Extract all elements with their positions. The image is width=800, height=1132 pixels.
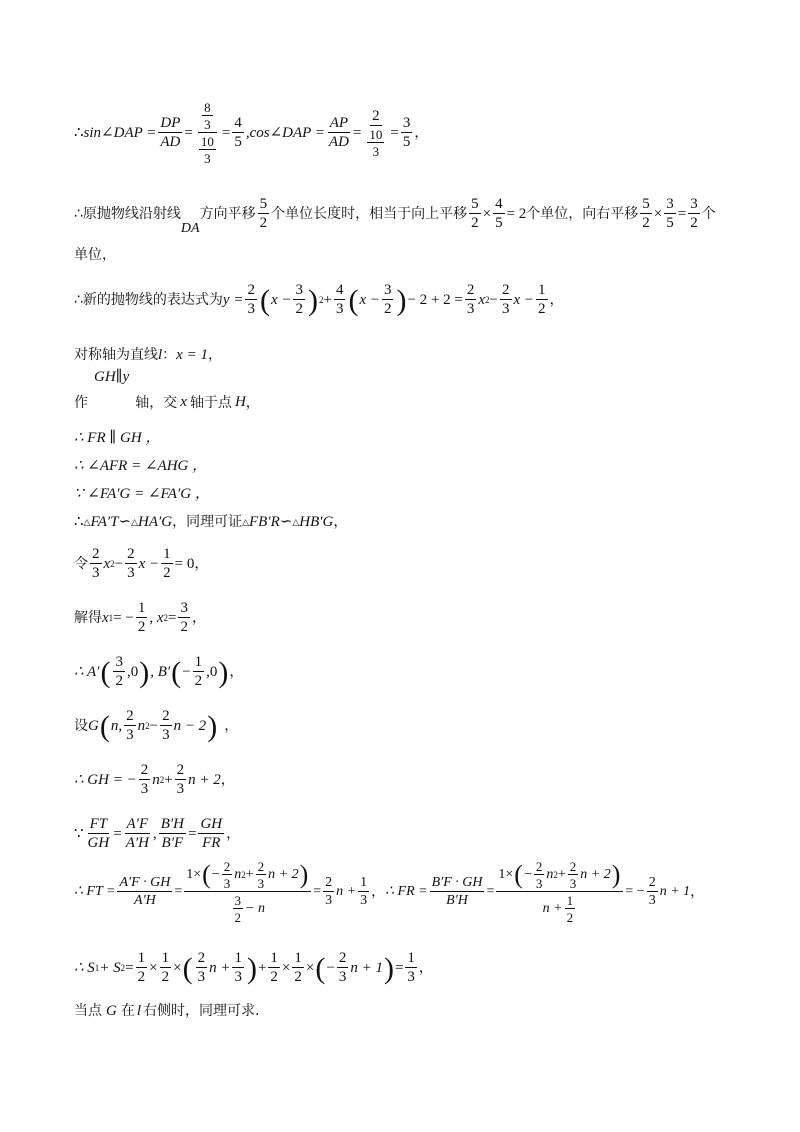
cos-expr: ,cos∠DAP = xyxy=(245,124,325,141)
line-translation: ∴原抛物线沿射线 DA 方向平移 $\frac{5}{2}$ 个单位长度时，相当于向上平移 $\frac{5}{2}$ × $\frac{4}{5}$ = 2 个单位，向右平移 $\frac{5}{2}$ × $\frac{3}{5}$ = $\frac{3}{2}$ 个 xyxy=(74,196,716,236)
therefore: ∴ xyxy=(74,124,84,141)
line-ratio: ∵ $\frac{FT}{GH}$ = $\frac{A'F}{A'H}$ , $\frac{B'H}{B'F}$ = $\frac{GH}{FR}$ ， xyxy=(74,816,241,851)
line-sin-cos: ∴ sin∠DAP = $\frac{DP}{AD}$ = $\frac{\frac{8}{3}}{\frac{10}{3}}$ = $\frac{4}{5}$ ,cos∠DAP = $\frac{AP}{AD}$ = $\frac{2}{\frac{10}{3}}$ = $\frac{3}{5}$ ， xyxy=(74,100,429,166)
line-unit: 单位， xyxy=(74,247,116,263)
fraction: $\frac{2}{\frac{10}{3}}$ xyxy=(369,107,383,159)
line-common-angle: ∵ ∠FA′G = ∠FA′G ， xyxy=(74,485,210,502)
sin-expr: sin∠DAP = xyxy=(83,124,157,141)
line-new-parabola: ∴新的抛物线的表达式为 y = $\frac{2}{3}$ ( x − $\frac{3}{2}$ ) 2 + $\frac{4}{3}$ ( x − $\frac{3}{2}$ ) − 2 + 2 = $\frac{2}{3}$ x 2 − $\frac{2}{3}$ x − $\frac{1}{2}$ ， xyxy=(74,282,564,317)
line-ft-fr: ∴ FT = $\frac{A'F \cdot GH}{A'H}$ = 1× ( − $\frac{2}{3}$ n 2 + $\frac{2}{3}$ n + 2 ) $\frac{3}{2}$ − n = $\frac{2}{3}$ n + $\frac{1}{3}$ ， ∴ FR = $\frac{B'F \cdot GH}{B'H}$ = 1× ( − $\frac{2}{3}$ n 2 + $\frac{2}{3}$ n + 2 ) n + $\frac{1}{2}$ = − $\frac{2}{3}$ n + 1 ， xyxy=(74,859,705,925)
line-parallel: ∴ FR ∥ GH ， xyxy=(74,429,161,446)
line-set-g: 设 G ( n, $\frac{2}{3}$ n 2 − $\frac{2}{3}$ n − 2 ) ， xyxy=(74,708,239,743)
fraction: $\frac{AP}{AD}$ xyxy=(328,115,349,150)
text: ∴原抛物线沿射线 xyxy=(74,206,181,222)
line-draw-gh: 作 GH∥y 轴，交 x 轴于点 H ， xyxy=(74,369,260,411)
line-similar: ∴ △ FA′T∽ △ HA′G ，同理可证 △ FB′R∽ △ HB′G ， xyxy=(74,513,348,530)
line-right-side: 当点 G 在 l 右侧时，同理可求. xyxy=(74,1002,260,1019)
fraction: $\frac{3}{5}$ xyxy=(402,115,411,150)
line-area-sum: ∴ S 1 + S 2 = $\frac{1}{2}$ × $\frac{1}{2}$ × ( $\frac{2}{3}$ n + $\frac{1}{3}$ ) + $\frac{1}{2}$ × $\frac{1}{2}$ × ( − $\frac{2}{3}$ n + 1 ) = $\frac{1}{3}$ ， xyxy=(74,950,433,985)
fraction: $\frac{\frac{8}{3}}{\frac{10}{3}}$ xyxy=(195,101,220,165)
line-gh: ∴ GH = − $\frac{2}{3}$ n 2 + $\frac{2}{3}$ n + 2 ， xyxy=(74,762,235,797)
line-let: 令 $\frac{2}{3}$ x 2 − $\frac{2}{3}$ x − $\frac{1}{2}$ = 0 ， xyxy=(74,546,209,581)
line-solve: 解得 x 1 = − $\frac{1}{2}$ , x 2 = $\frac{3}{2}$ ， xyxy=(74,600,206,635)
fraction: $\frac{DP}{AD}$ xyxy=(160,115,181,150)
line-axis: 对称轴为直线 l ： x = 1 ， xyxy=(74,346,222,363)
line-points: ∴ A′ ( $\frac{3}{2}$ ,0 ) , B′ ( − $\frac{1}{2}$ ,0 ) ， xyxy=(74,654,244,689)
ray-da: DA xyxy=(180,221,200,236)
line-angle-equal: ∴ ∠AFR = ∠AHG ， xyxy=(74,457,208,474)
fraction: $\frac{4}{5}$ xyxy=(234,115,242,150)
fraction: $\frac{5}{2}$ xyxy=(259,196,268,231)
